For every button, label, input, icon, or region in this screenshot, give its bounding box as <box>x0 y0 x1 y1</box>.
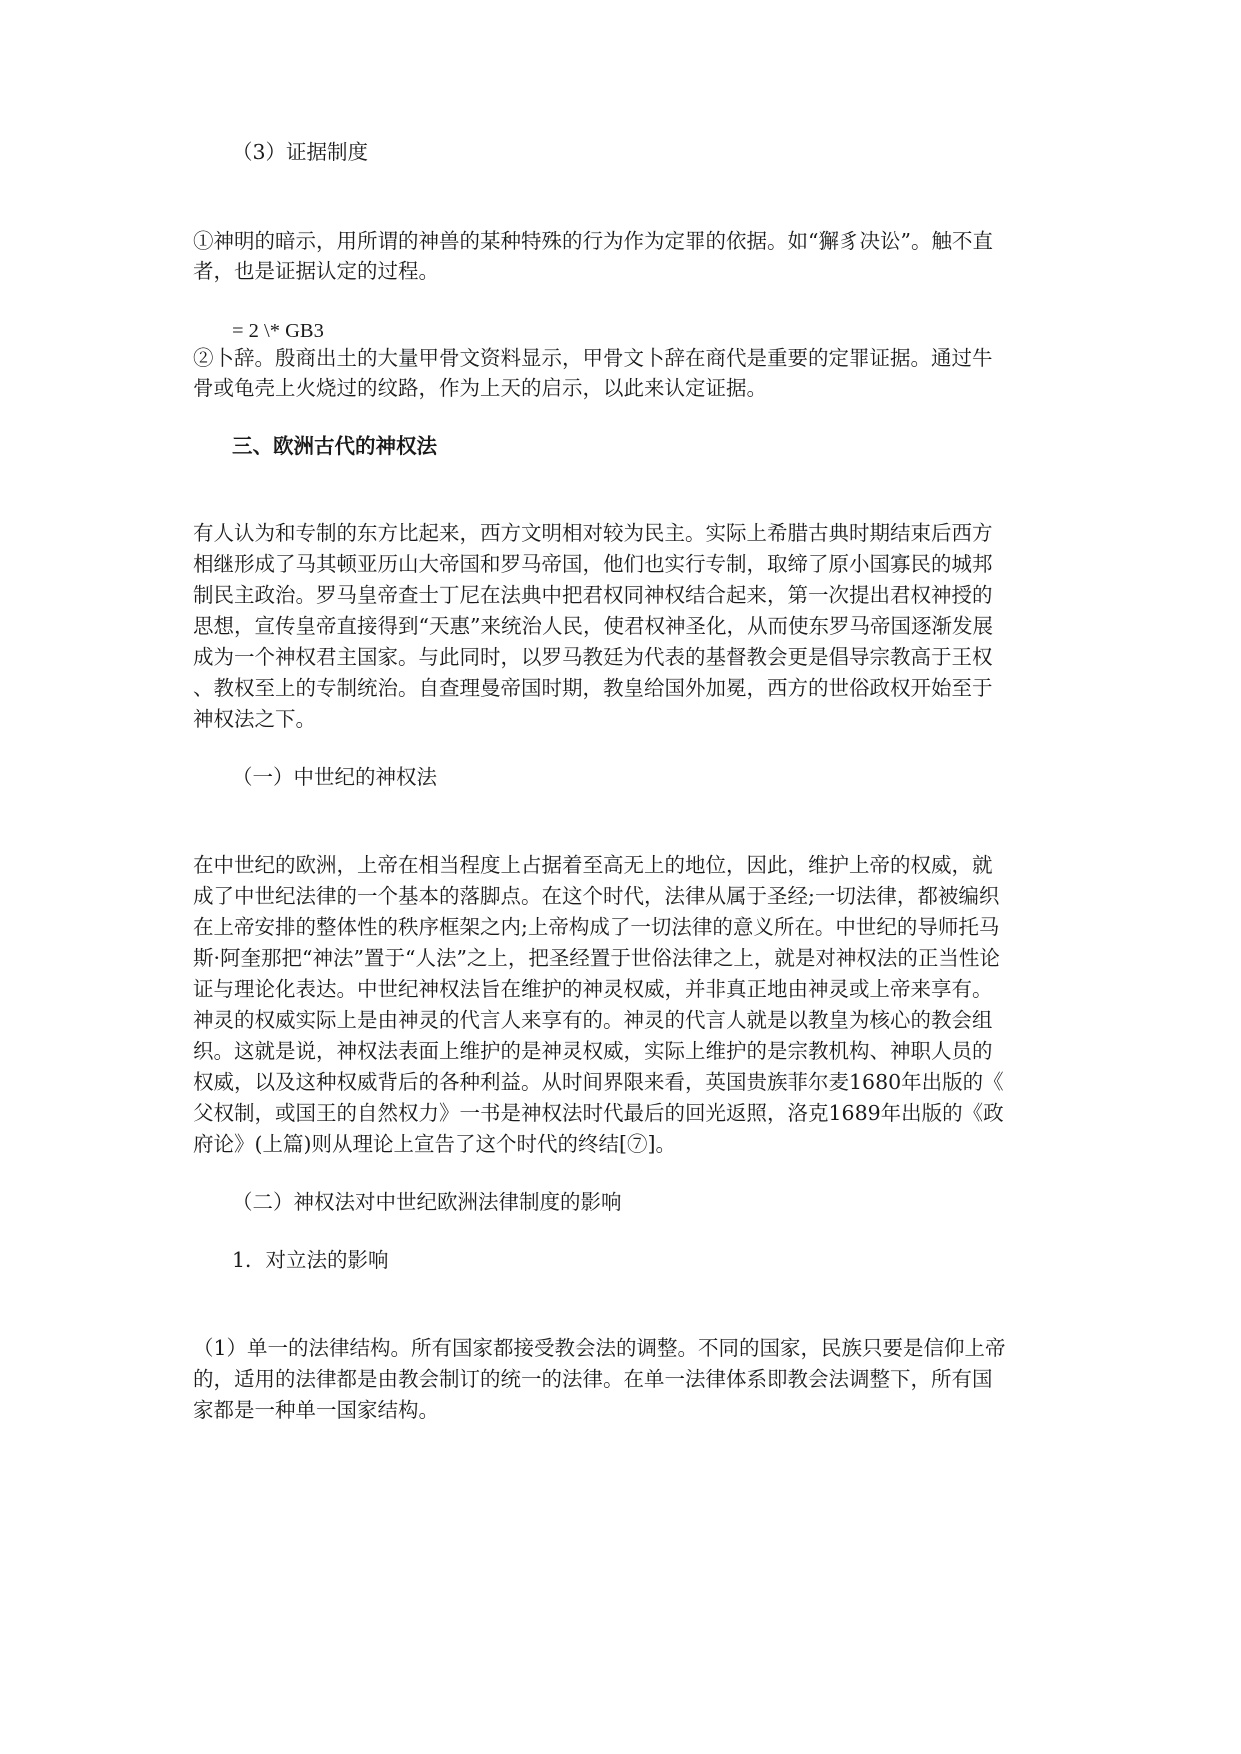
paragraph-line: 斯·阿奎那把“神法”置于“人法”之上，把圣经置于世俗法律之上，就是对神权法的正当性论 <box>193 946 1000 970</box>
paragraph-line: 权威，以及这种权威背后的各种利益。从时间界限来看，英国贵族菲尔麦1680年出版的《 <box>193 1070 1004 1094</box>
paragraph-line: 制民主政治。罗马皇帝查士丁尼在法典中把君权同神权结合起来，第一次提出君权神授的 <box>193 583 993 607</box>
paragraph-line: 思想，宣传皇帝直接得到“天惠”来统治人民，使君权神圣化，从而使东罗马帝国逐渐发展 <box>193 614 993 638</box>
paragraph-line: 在上帝安排的整体性的秩序框架之内;上帝构成了一切法律的意义所在。中世纪的导师托马 <box>193 915 1000 939</box>
paragraph-line: 府论》(上篇)则从理论上宣告了这个时代的终结[⑦]。 <box>193 1132 676 1156</box>
paragraph-line: 神灵的权威实际上是由神灵的代言人来享有的。神灵的代言人就是以教皇为核心的教会组 <box>193 1008 993 1032</box>
paragraph-line: 成了中世纪法律的一个基本的落脚点。在这个时代，法律从属于圣经;一切法律，都被编织 <box>193 884 1000 908</box>
subheading-influence: （二）神权法对中世纪欧洲法律制度的影响 <box>232 1190 622 1214</box>
paragraph-line: 神权法之下。 <box>193 707 316 731</box>
paragraph-line: 证与理论化表达。中世纪神权法旨在维护的神灵权威，并非真正地由神灵或上帝来享有。 <box>193 977 993 1001</box>
subheading-legislation: 1．对立法的影响 <box>232 1248 389 1272</box>
paragraph-line: 有人认为和专制的东方比起来，西方文明相对较为民主。实际上希腊古典时期结束后西方 <box>193 521 993 545</box>
paragraph-line: 父权制，或国王的自然权力》一书是神权法时代最后的回光返照，洛克1689年出版的《政 <box>193 1101 1004 1125</box>
paragraph-line: ①神明的暗示，用所谓的神兽的某种特殊的行为作为定罪的依据。如“獬豸决讼”。触不直 <box>193 229 993 253</box>
paragraph-line: 在中世纪的欧洲，上帝在相当程度上占据着至高无上的地位，因此，维护上帝的权威，就 <box>193 853 993 877</box>
paragraph-line: 相继形成了马其顿亚历山大帝国和罗马帝国，他们也实行专制，取缔了原小国寡民的城邦 <box>193 552 993 576</box>
subheading-evidence-system: （3）证据制度 <box>232 140 369 164</box>
paragraph-line: ②卜辞。殷商出土的大量甲骨文资料显示，甲骨文卜辞在商代是重要的定罪证据。通过牛 <box>193 346 993 370</box>
field-code: = 2 \* GB3 <box>232 320 324 342</box>
paragraph-line: 家都是一种单一国家结构。 <box>193 1398 439 1422</box>
paragraph-line: 的，适用的法律都是由教会制订的统一的法律。在单一法律体系即教会法调整下，所有国 <box>193 1367 993 1391</box>
paragraph-line: 织。这就是说，神权法表面上维护的是神灵权威，实际上维护的是宗教机构、神职人员的 <box>193 1039 993 1063</box>
subheading-medieval: （一）中世纪的神权法 <box>232 765 437 789</box>
paragraph-line: 、教权至上的专制统治。自查理曼帝国时期，教皇给国外加冕，西方的世俗政权开始至于 <box>193 676 993 700</box>
paragraph-line: 成为一个神权君主国家。与此同时，以罗马教廷为代表的基督教会更是倡导宗教高于王权 <box>193 645 993 669</box>
paragraph-line: 者，也是证据认定的过程。 <box>193 259 439 283</box>
section-heading: 三、欧洲古代的神权法 <box>232 434 437 458</box>
paragraph-line: （1）单一的法律结构。所有国家都接受教会法的调整。不同的国家，民族只要是信仰上帝 <box>193 1336 1006 1360</box>
paragraph-line: 骨或龟壳上火烧过的纹路，作为上天的启示，以此来认定证据。 <box>193 376 767 400</box>
